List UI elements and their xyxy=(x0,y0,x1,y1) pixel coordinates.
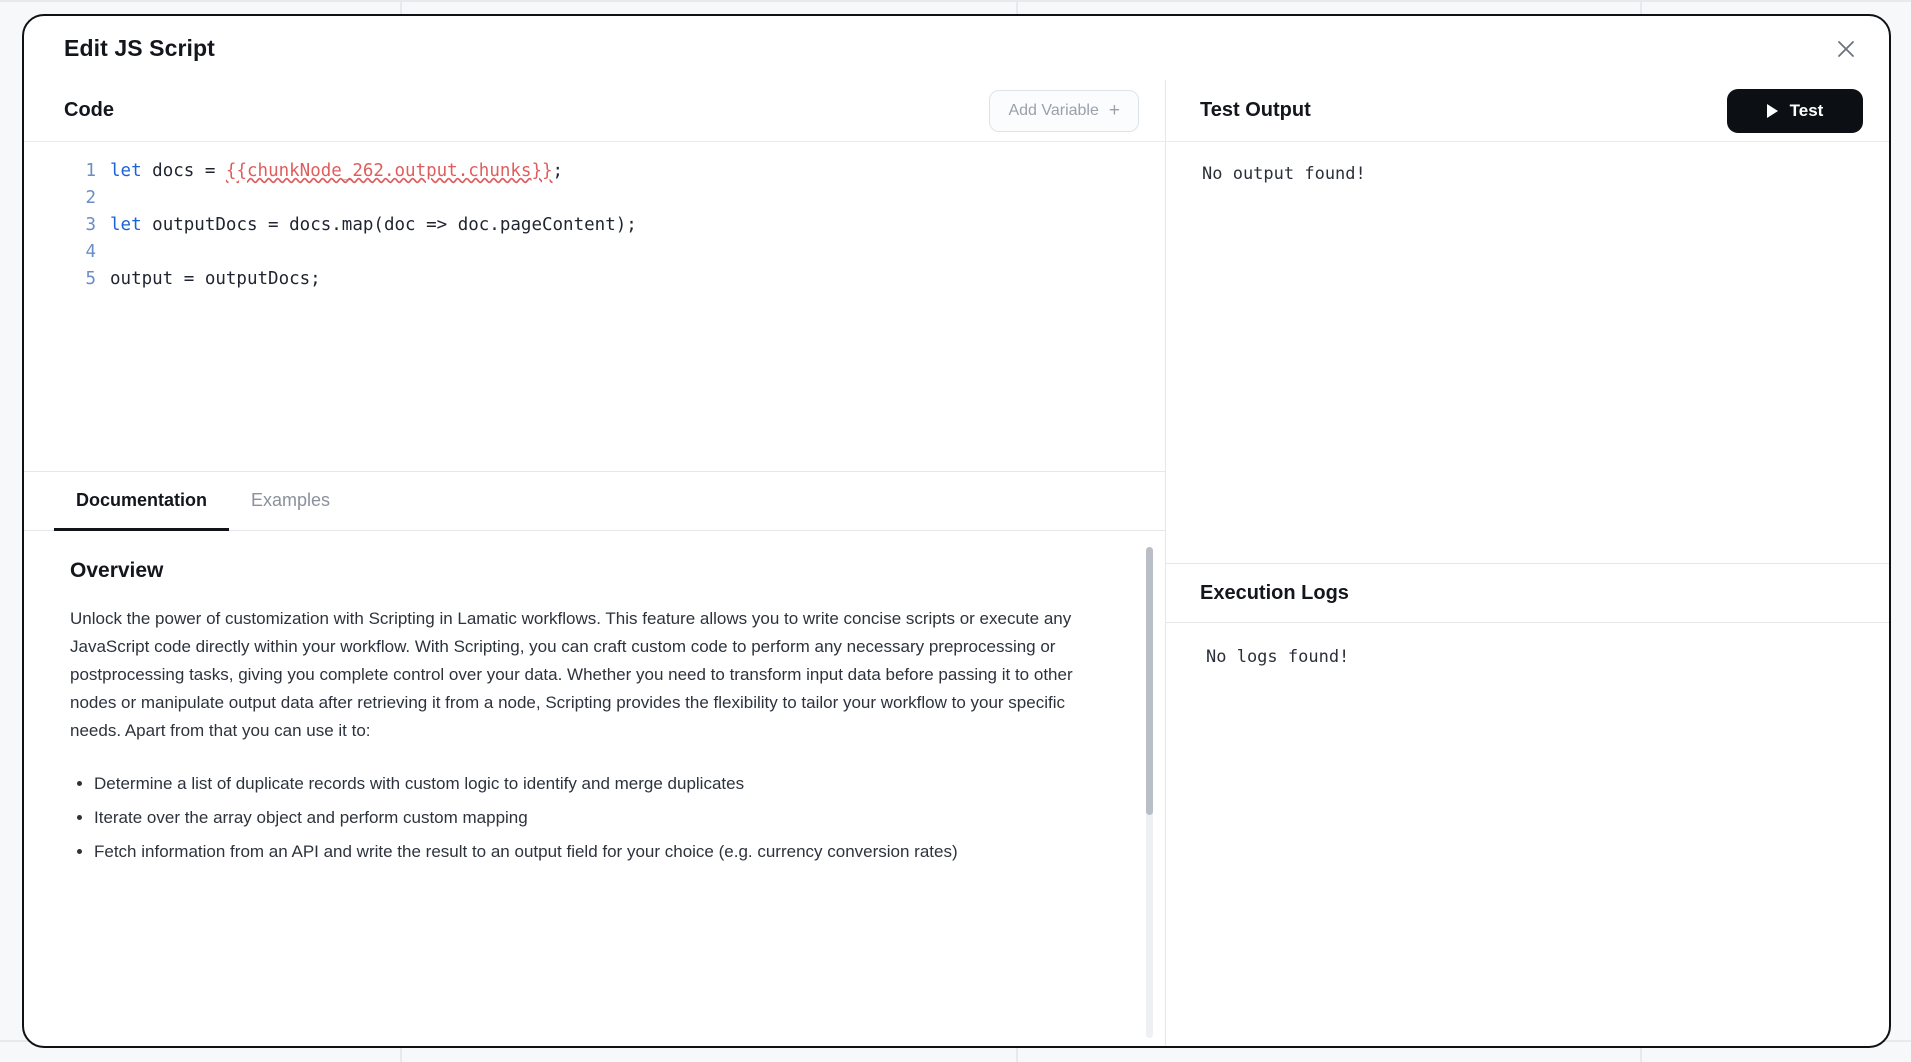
page-title: Edit JS Script xyxy=(64,34,215,61)
tab-examples-label: Examples xyxy=(251,490,331,510)
code-line xyxy=(24,212,1165,239)
test-button[interactable] xyxy=(1727,89,1863,133)
code-text-span: outputDocs = docs.map(doc => doc.pageContent); xyxy=(152,215,637,235)
add-variable-button[interactable] xyxy=(989,90,1139,132)
documentation-panel xyxy=(24,531,1165,1047)
code-text-span: output = outputDocs; xyxy=(110,269,321,289)
code-line-text xyxy=(110,158,563,185)
documentation-bullet-list xyxy=(70,767,1105,869)
test-output-header xyxy=(1166,80,1889,142)
tab-examples[interactable] xyxy=(229,472,352,530)
plus-icon: + xyxy=(1108,100,1120,121)
add-variable-label: Add Variable xyxy=(1008,101,1099,119)
right-column xyxy=(1166,80,1889,1046)
list-item: • Fetch information from an API and write the result to an output field for your choice (e.g. currency conversion rates) xyxy=(94,835,1105,869)
execution-logs-body xyxy=(1166,623,1889,1046)
code-text-span: docs = xyxy=(152,161,226,181)
modal-titlebar xyxy=(24,16,1889,80)
code-line xyxy=(24,239,1165,266)
line-number: 5 xyxy=(85,269,96,289)
list-item: • Determine a list of duplicate records with custom logic to identify and merge duplicates xyxy=(94,767,1105,801)
tab-documentation[interactable] xyxy=(54,472,229,530)
left-column xyxy=(24,80,1166,1046)
execution-logs-message: No logs found! xyxy=(1206,647,1350,667)
edit-js-script-modal xyxy=(22,14,1891,1048)
test-output-body xyxy=(1166,142,1889,563)
docs-tabs xyxy=(24,471,1165,531)
close-icon[interactable] xyxy=(1829,32,1863,66)
test-output-message: No output found! xyxy=(1202,164,1366,184)
line-number: 1 xyxy=(85,161,96,181)
documentation-scrollbar[interactable] xyxy=(1146,547,1153,815)
code-line xyxy=(24,266,1165,293)
code-line xyxy=(24,158,1165,185)
line-number: 2 xyxy=(85,188,96,208)
list-item: • Iterate over the array object and perform custom mapping xyxy=(94,801,1105,835)
variable-token: {{chunkNode_262.output.chunks}} xyxy=(225,161,553,181)
code-panel-header xyxy=(24,80,1165,142)
code-editor[interactable] xyxy=(24,142,1165,471)
code-line-text xyxy=(110,266,321,293)
documentation-paragraph: Unlock the power of customization with Scripting in Lamatic workflows. This feature allows you to write concise scripts or execute any JavaScript code directly within your workflow. With Scripting, you can craft custom code to perform any necessary preprocessing or postprocessing tasks, giving you complete control over your data. Whether you need to transform input data before passing it to other nodes or manipulate output data after retrieving it from a node, Scripting provides the flexibility to tailor your workflow to your specific needs. Apart from that you can use it to: xyxy=(70,608,1073,740)
test-output-title: Test Output xyxy=(1200,99,1311,121)
documentation-heading: Overview xyxy=(70,558,164,582)
line-number: 3 xyxy=(85,215,96,235)
code-line-text xyxy=(110,212,637,239)
code-line xyxy=(24,185,1165,212)
code-text-span: ; xyxy=(552,161,564,181)
code-panel-title: Code xyxy=(64,99,114,121)
play-icon xyxy=(1767,104,1778,118)
tab-documentation-label: Documentation xyxy=(76,490,208,510)
code-keyword: let xyxy=(110,215,153,235)
line-number: 4 xyxy=(85,242,96,262)
execution-logs-title: Execution Logs xyxy=(1200,581,1349,604)
code-keyword: let xyxy=(110,161,153,181)
test-button-label: Test xyxy=(1789,100,1824,120)
execution-logs-header xyxy=(1166,563,1889,623)
modal-body xyxy=(24,80,1889,1046)
